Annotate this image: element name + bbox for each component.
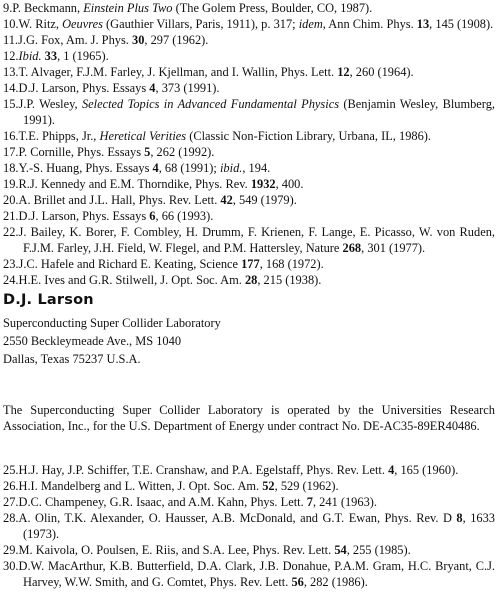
reference-text: (Benjamin Wesley, Blumberg, 1991).: [23, 97, 495, 127]
reference-text: H.J. Hay, J.P. Schiffer, T.E. Cranshaw, and P.A. Egelstaff, Phys. Rev. Lett.: [18, 463, 389, 477]
reference-number: 25.: [3, 463, 19, 477]
reference-item: [3, 32, 495, 48]
reference-item: [3, 224, 495, 256]
reference-text: , 282 (1986).: [303, 575, 368, 589]
acknowledgement-paragraph: The Superconducting Super Collider Laboratory is operated by the Universities Research Association, Inc., for the U.S. Department of Energy under contract No. DE-AC35-89ER40486.: [3, 403, 495, 433]
author-city: Dallas, Texas 75237 U.S.A.: [3, 352, 141, 366]
reference-volume: 4: [149, 81, 156, 95]
author-street: 2550 Beckleymeade Ave., MS 1040: [3, 334, 182, 348]
reference-number: 11.: [3, 33, 19, 47]
reference-item: [3, 176, 495, 192]
reference-item: [3, 208, 495, 224]
reference-text: , 301 (1977).: [361, 241, 426, 255]
reference-text: (The Golem Press, Boulder, CO, 1987).: [172, 1, 373, 15]
reference-number: 13.: [3, 65, 19, 79]
reference-number: 19.: [3, 177, 19, 191]
reference-text: , 66 (1993).: [155, 209, 214, 223]
reference-item: [3, 542, 495, 558]
reference-text: , 194.: [242, 161, 271, 175]
reference-volume: 4: [388, 463, 395, 477]
reference-text: A. Brillet and J.L. Hall, Phys. Rev. Lett.: [18, 193, 221, 207]
reference-list-bottom: [3, 462, 495, 590]
reference-italic-text: Oeuvres: [62, 17, 103, 31]
reference-number: 10.: [3, 17, 19, 31]
reference-text: D.J. Larson, Phys. Essays: [18, 209, 150, 223]
reference-italic-text: Einstein Plus Two: [83, 1, 173, 15]
reference-volume: 54: [334, 543, 347, 557]
reference-item: [3, 128, 495, 144]
author-name: D.J. Larson: [3, 292, 94, 308]
reference-number: 24.: [3, 273, 19, 287]
reference-text: D.C. Champeney, G.R. Isaac, and A.M. Kahn, Phys. Lett.: [18, 495, 307, 509]
reference-text: , 260 (1964).: [349, 65, 414, 79]
reference-volume: 42: [220, 193, 233, 207]
reference-text: J. Bailey, K. Borer, F. Combley, H. Drumm, F. Krienen, F. Lange, E. Picasso, W. von Ruden, F.J.M. Farley, J.H. Field, W. Flegel, and P.M. Hattersley, Nature: [18, 225, 495, 255]
reference-text: R.J. Kennedy and E.M. Thorndike, Phys. Rev.: [18, 177, 251, 191]
reference-text: , 165 (1960).: [394, 463, 459, 477]
reference-number: 28.: [3, 511, 19, 525]
reference-item: [3, 16, 495, 32]
reference-text: H.E. Ives and G.R. Stilwell, J. Opt. Soc. Am.: [18, 273, 245, 287]
reference-item: [3, 272, 495, 288]
reference-item: [3, 462, 495, 478]
reference-text: , 145 (1908).: [429, 17, 494, 31]
reference-volume: 8: [456, 511, 463, 525]
reference-item: [3, 96, 495, 128]
reference-volume: 6: [149, 209, 156, 223]
reference-text: , Ann Chim. Phys.: [322, 17, 417, 31]
reference-item: [3, 192, 495, 208]
reference-italic-text: idem: [298, 17, 323, 31]
reference-text: T. Alvager, F.J.M. Farley, J. Kjellman, and I. Wallin, Phys. Lett.: [18, 65, 338, 79]
reference-text: J.G. Fox, Am. J. Phys.: [18, 33, 132, 47]
reference-text: D.J. Larson, Phys. Essays: [18, 81, 150, 95]
reference-text: , 68 (1991);: [158, 161, 220, 175]
reference-number: 20.: [3, 193, 19, 207]
reference-number: 30.: [3, 559, 19, 573]
reference-list-top: [3, 0, 495, 288]
reference-item: [3, 256, 495, 272]
reference-text: (Classic Non-Fiction Library, Urbana, IL, 1986).: [186, 129, 432, 143]
reference-number: 22.: [3, 225, 19, 239]
reference-number: 23.: [3, 257, 19, 271]
reference-italic-text: Selected Topics in Advanced Fundamental Physics: [81, 97, 340, 111]
reference-volume: 33: [44, 49, 58, 63]
reference-volume: 28: [244, 273, 258, 287]
reference-text: D.W. MacArthur, K.B. Butterfield, D.A. Clark, J.B. Donahue, P.A.M. Gram, H.C. Bryant, C.J. Harvey, W.W. Smith, and G. Comtet, Phys. Rev. Lett.: [18, 559, 495, 589]
reference-text: W. Ritz,: [18, 17, 63, 31]
reference-item: [3, 494, 495, 510]
reference-item: [3, 64, 495, 80]
reference-item: [3, 160, 495, 176]
reference-text: , 168 (1972).: [259, 257, 324, 271]
reference-number: 29.: [3, 543, 19, 557]
reference-number: 18.: [3, 161, 19, 175]
reference-volume: 268: [342, 241, 362, 255]
reference-item: [3, 80, 495, 96]
reference-number: 9.: [3, 1, 13, 15]
reference-item: [3, 0, 495, 16]
reference-text: H.I. Mandelberg and L. Witten, J. Opt. Soc. Am.: [18, 479, 263, 493]
reference-item: [3, 558, 495, 590]
reference-text: A. Olin, T.K. Alexander, O. Hausser, A.B. McDonald, and G.T. Ewan, Phys. Rev. D: [18, 511, 457, 525]
reference-text: , 297 (1962).: [144, 33, 209, 47]
author-address: [3, 314, 221, 368]
reference-number: 15.: [3, 97, 19, 111]
reference-number: 14.: [3, 81, 19, 95]
reference-text: , 241 (1963).: [312, 495, 377, 509]
reference-volume: 1932: [250, 177, 276, 191]
reference-text: , 400.: [275, 177, 304, 191]
reference-number: 12.: [3, 49, 19, 63]
reference-number: 16.: [3, 129, 19, 143]
reference-volume: 30: [132, 33, 145, 47]
reference-item: [3, 478, 495, 494]
reference-text: , 373 (1991).: [155, 81, 220, 95]
reference-item: [3, 510, 495, 542]
reference-text: , 262 (1992).: [150, 145, 215, 159]
reference-text: P. Cornille, Phys. Essays: [18, 145, 145, 159]
reference-text: (Gauthier Villars, Paris, 1911), p. 317;: [102, 17, 299, 31]
reference-text: , 1 (1965).: [57, 49, 109, 63]
reference-text: , 1633 (1973).: [23, 511, 495, 541]
reference-text: T.E. Phipps, Jr.,: [18, 129, 100, 143]
reference-text: , 529 (1962).: [274, 479, 339, 493]
reference-number: 26.: [3, 479, 19, 493]
reference-text: J.P. Wesley,: [18, 97, 82, 111]
reference-item: [3, 48, 495, 64]
reference-text: , 255 (1985).: [346, 543, 411, 557]
reference-italic-text: Heretical Verities: [99, 129, 187, 143]
reference-volume: 4: [152, 161, 159, 175]
reference-text: M. Kaivola, O. Poulsen, E. Riis, and S.A. Lee, Phys. Rev. Lett.: [18, 543, 335, 557]
reference-text: J.C. Hafele and Richard E. Keating, Science: [18, 257, 242, 271]
reference-number: 21.: [3, 209, 19, 223]
reference-italic-text: ibid.: [219, 161, 243, 175]
reference-item: [3, 144, 495, 160]
reference-number: 17.: [3, 145, 19, 159]
author-affiliation: Superconducting Super Collider Laboratory: [3, 316, 221, 330]
reference-text: , 549 (1979).: [232, 193, 297, 207]
reference-number: 27.: [3, 495, 19, 509]
reference-volume: 7: [306, 495, 313, 509]
reference-volume: 13: [416, 17, 430, 31]
reference-volume: 52: [262, 479, 275, 493]
reference-volume: 56: [291, 575, 304, 589]
reference-volume: 12: [337, 65, 350, 79]
reference-text: , 215 (1938).: [257, 273, 322, 287]
reference-text: Y.-S. Huang, Phys. Essays: [18, 161, 153, 175]
reference-volume: 177: [241, 257, 260, 271]
reference-text: P. Beckmann,: [12, 1, 84, 15]
reference-italic-text: Ibid.: [18, 49, 42, 63]
reference-volume: 5: [144, 145, 151, 159]
